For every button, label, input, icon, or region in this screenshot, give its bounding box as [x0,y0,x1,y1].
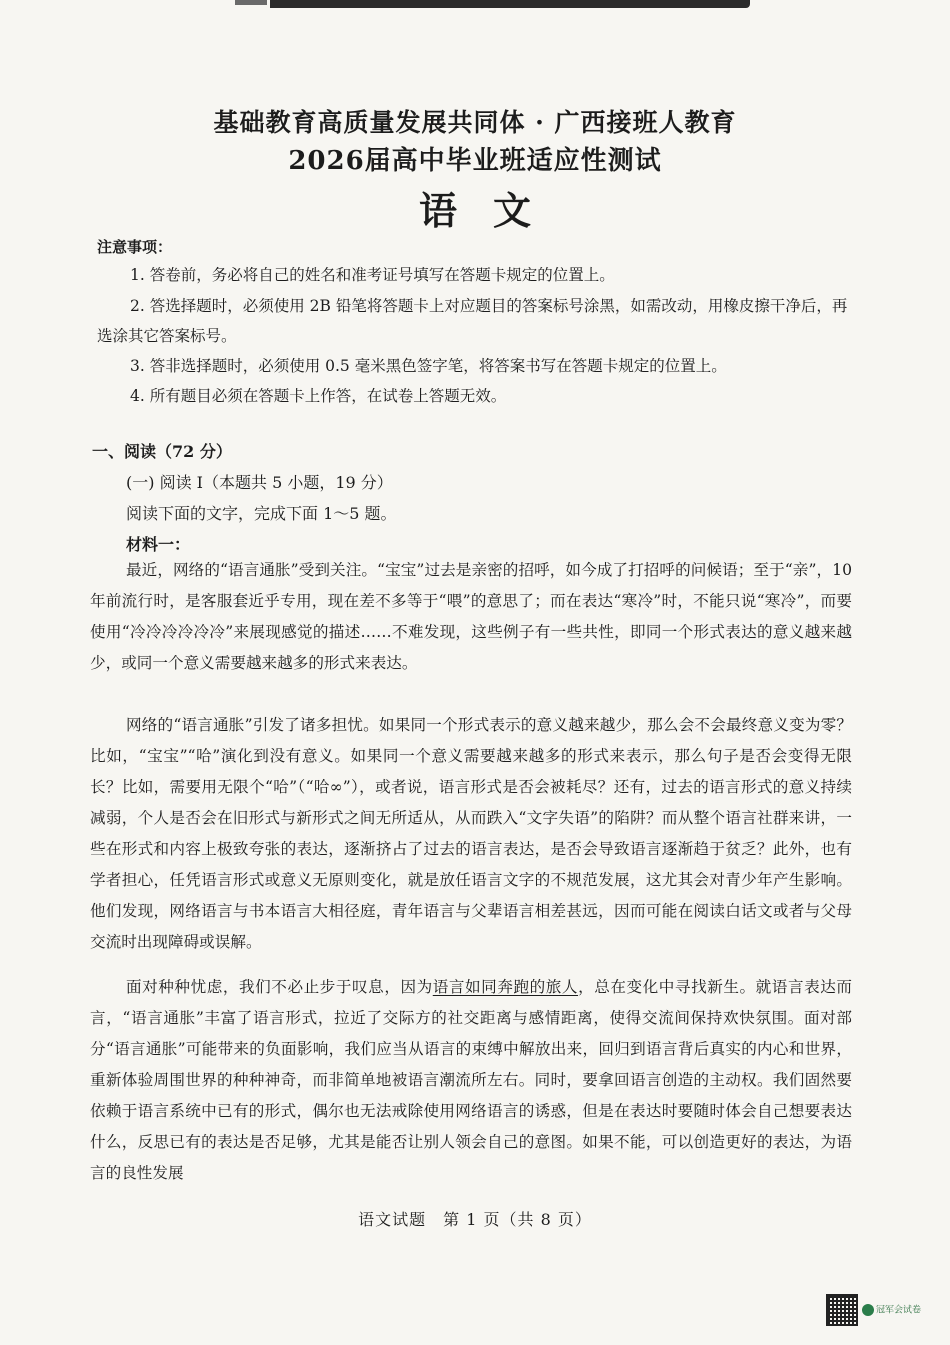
brand-badge-icon [862,1304,874,1316]
exam-organizer-title: 基础教育高质量发展共同体 · 广西接班人教育 [213,108,737,137]
note-item: 3. 答非选择题时，必须使用 0.5 毫米黑色签字笔，将答案书写在答题卡规定的位置上。 [130,357,727,375]
passage-paragraph: 网络的“语言通胀”引发了诸多担忧。如果同一个形式表示的意义越来越少，那么会不会最终意义变为零？比如，“宝宝”“哈”演化到没有意义。如果同一个意义需要越来越多的形式来表示，那么句子是否会变得无限长？比如，需要用无限个“哈”（“哈∞”），或者说，语言形式是否会被耗尽？还有，过去的语言形式的意义持续减弱，个人是否会在旧形式与新形式之间无所适从，从而跌入“文字失语”的陷阱？而从整个语言社群来讲，一些在形式和内容上极致夸张的表达，逐渐挤占了过去的语言表达，是否会导致语言逐渐趋于贫乏？此外，也有学者担心，任凭语言形式或意义无原则变化，就是放任语言文字的不规范发展，这尤其会对青少年产生影响。他们发现，网络语言与书本语言大相径庭，青年语言与父辈语言相差甚远，因而可能在阅读白话文或者与父母交流时出现障碍或误解。 [90,716,852,951]
section-heading: 一、阅读（72 分） [92,442,232,461]
underlined-phrase: 语言如同奔跑的旅人 [432,978,579,996]
passage-paragraph: 最近，网络的“语言通胀”受到关注。“宝宝”过去是亲密的招呼，如今成了打招呼的问候语；至于“亲”，10 年前流行时，是客服套近乎专用，现在差不多等于“喂”的意思了；而在表达“寒冷”时，不能只说“寒冷”，而要使用“冷冷冷冷冷冷”来展现感觉的描述……不难发现，这些例子有一些共性，即同一个形式表达的意义越来越少，或同一个意义需要越来越多的形式来表达。 [90,561,852,672]
note-item: 1. 答卷前，务必将自己的姓名和准考证号填写在答题卡规定的位置上。 [130,266,615,284]
subject-title: 语文 [418,188,567,233]
reading-instruction: 阅读下面的文字，完成下面 1～5 题。 [126,504,397,523]
note-item: 4. 所有题目必须在答题卡上作答，在试卷上答题无效。 [130,387,507,405]
passage-paragraph [90,972,852,1189]
page-footer: 语文试题 第 1 页（共 8 页） [358,1210,592,1229]
scan-edge-mark [235,0,267,5]
subsection-heading: (一) 阅读 I（本题共 5 小题，19 分） [126,473,393,492]
paragraph-text-start: 面对种种忧虑，我们不必止步于叹息，因为 [126,978,433,996]
brand-logo [862,1304,921,1317]
brand-watermark [826,1290,936,1330]
brand-name: 冠军会试卷 [876,1305,922,1316]
material-label: 材料一： [126,535,191,554]
notes-heading: 注意事项： [97,238,173,256]
paragraph-text-rest: ，总在变化中寻找新生。就语言表达而言，“语言通胀”丰富了语言形式，拉近了交际方的社交距离与感情距离，使得交流间保持欢快氛围。面对部分“语言通胀”可能带来的负面影响，我们应当从语言的束缚中解放出来，回归到语言背后真实的内心和世界，重新体验周围世界的种种神奇，而非简单地被语言潮流所左右。同时，要拿回语言创造的主动权。我们固然要依赖于语言系统中已有的形式，偶尔也无法戒除使用网络语言的诱惑，但是在表达时要随时体会自己想要表达什么，反思已有的表达是否足够，尤其是能否让别人领会自己的意图。如果不能，可以创造更好的表达，为语言的良性发展 [90,978,852,1182]
scan-top-bar [270,0,750,8]
exam-name-title: 2026届高中毕业班适应性测试 [288,146,662,176]
qr-code-icon [826,1294,858,1326]
note-item: 2. 答选择题时，必须使用 2B 铅笔将答题卡上对应题目的答案标号涂黑，如需改动，用橡皮擦干净后，再选涂其它答案标号。 [97,297,848,345]
